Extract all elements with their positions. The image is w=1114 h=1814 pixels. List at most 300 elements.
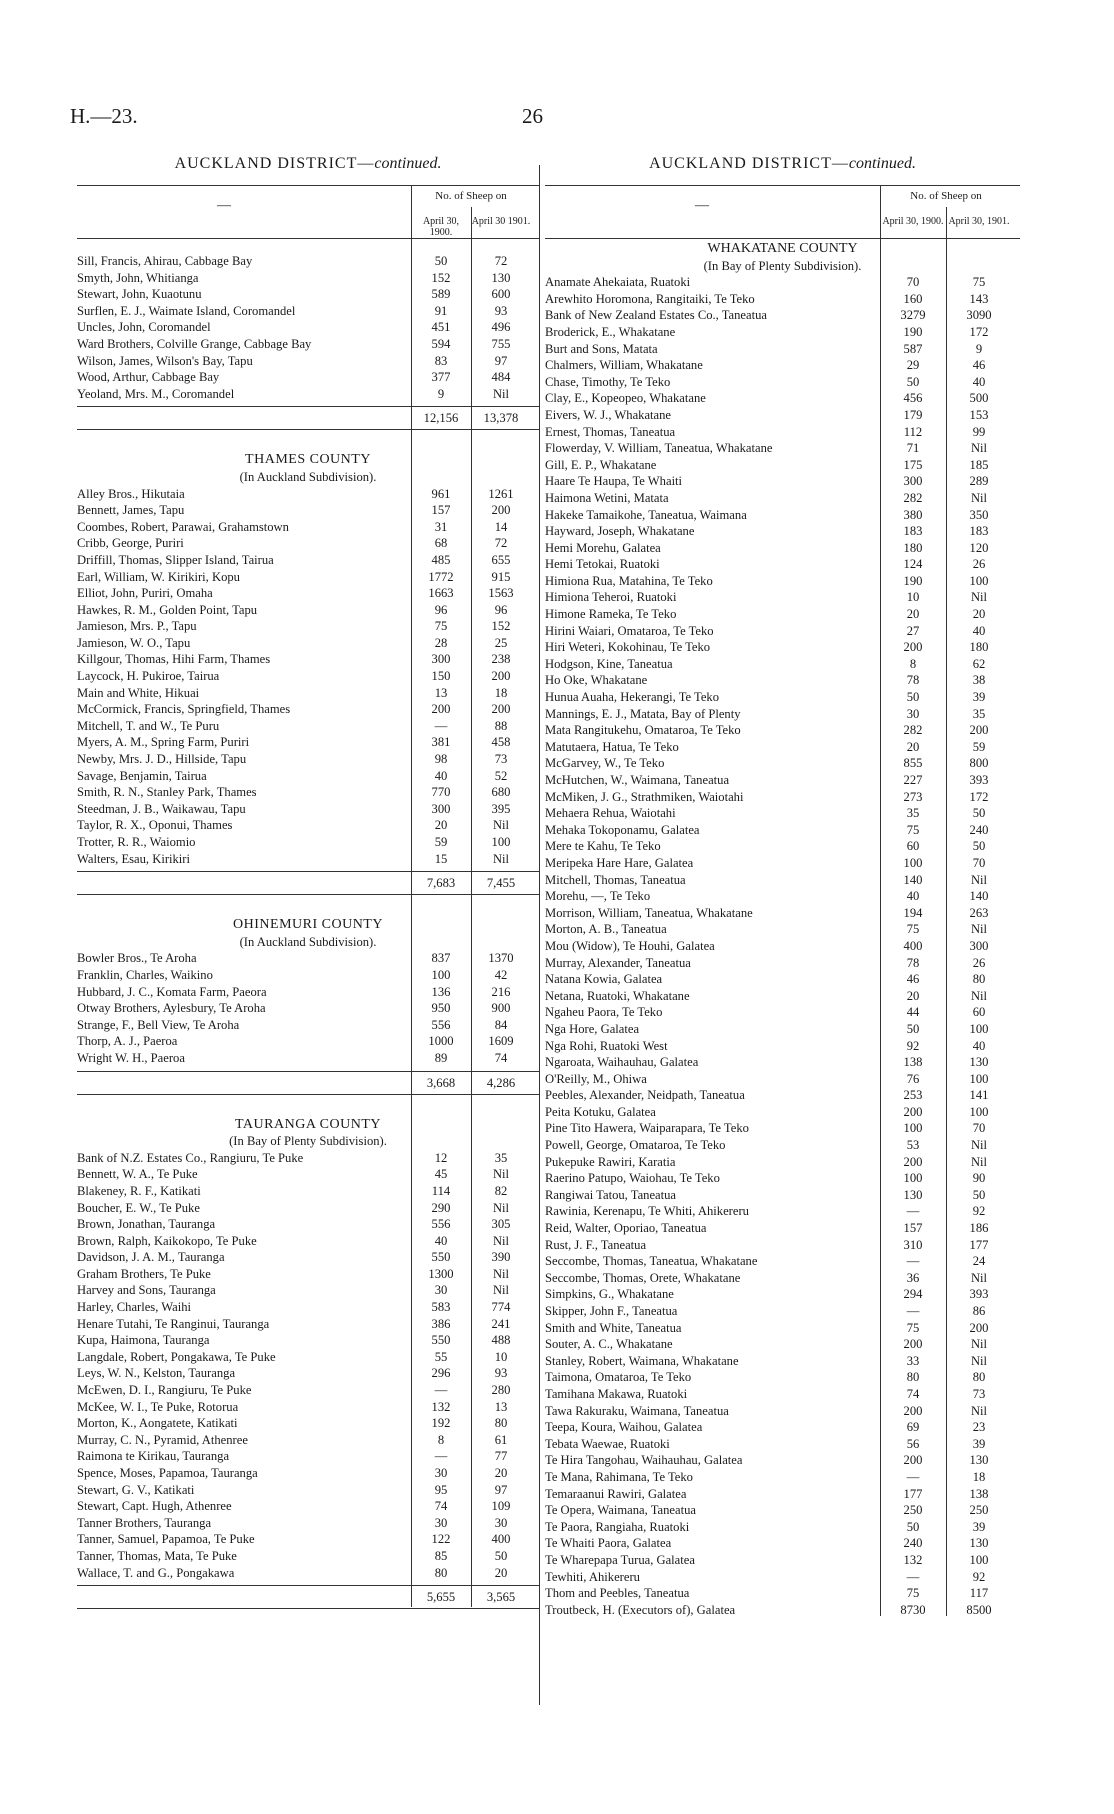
table-row bbox=[77, 1531, 539, 1548]
sheep-1901: 40 bbox=[972, 374, 986, 389]
sheep-1900: 200 bbox=[903, 1403, 923, 1418]
owner-name: Murray, Alexander, Taneatua bbox=[545, 955, 691, 970]
owner-name: Hakeke Tamaikohe, Taneatua, Waimana bbox=[545, 507, 747, 522]
owner-name: McGarvey, W., Te Teko bbox=[545, 756, 665, 771]
sheep-1901: 35 bbox=[972, 706, 986, 721]
owner-name: Henare Tutahi, Te Ranginui, Tauranga bbox=[77, 1316, 270, 1331]
owner-name: Eivers, W. J., Whakatane bbox=[545, 407, 672, 422]
sheep-1900: 200 bbox=[431, 702, 451, 717]
owner-name: Netana, Ruatoki, Whakatane bbox=[545, 988, 690, 1003]
owner-name: Wright W. H., Paeroa bbox=[77, 1050, 185, 1065]
sheep-1901: 200 bbox=[491, 702, 511, 717]
sheep-1900: 13 bbox=[434, 685, 448, 700]
left-table-body bbox=[77, 239, 539, 1609]
sheep-1900: 85 bbox=[434, 1548, 448, 1563]
sheep-1901: 39 bbox=[972, 690, 986, 705]
table-row bbox=[545, 1535, 1020, 1552]
owner-name: Thorp, A. J., Paeroa bbox=[77, 1034, 178, 1049]
owner-name: Laycock, H. Pukiroe, Tairua bbox=[77, 669, 220, 684]
table-row bbox=[545, 540, 1020, 557]
table-row bbox=[77, 967, 539, 984]
table-row bbox=[77, 1365, 539, 1382]
sheep-1900: 8730 bbox=[900, 1602, 926, 1617]
sheep-1900: 20 bbox=[906, 739, 920, 754]
sheep-1901: 300 bbox=[969, 938, 989, 953]
table-row bbox=[545, 1303, 1020, 1320]
county-total-row bbox=[77, 1071, 539, 1095]
sheep-1901: 84 bbox=[494, 1017, 508, 1032]
table-row bbox=[545, 789, 1020, 806]
sheep-1901: 26 bbox=[972, 557, 986, 572]
column-rule bbox=[880, 185, 881, 1616]
owner-name: McHutchen, W., Waimana, Taneatua bbox=[545, 773, 730, 787]
table-row bbox=[77, 1349, 539, 1366]
owner-name: Wilson, James, Wilson's Bay, Tapu bbox=[77, 353, 253, 368]
sheep-1901: 24 bbox=[972, 1254, 986, 1269]
owner-name: Smith, R. N., Stanley Park, Thames bbox=[77, 785, 257, 800]
sheep-1901: Nil bbox=[492, 851, 510, 866]
table-row bbox=[545, 1585, 1020, 1602]
sheep-1901: 39 bbox=[972, 1519, 986, 1534]
sheep-1900: 50 bbox=[434, 254, 448, 268]
sheep-1900: 1300 bbox=[428, 1266, 454, 1281]
owner-name: Sill, Francis, Ahirau, Cabbage Bay bbox=[77, 254, 253, 268]
sheep-1901: Nil bbox=[970, 1337, 988, 1352]
sheep-1900: 587 bbox=[903, 341, 923, 356]
sheep-1901: Nil bbox=[492, 818, 510, 833]
owner-name: Ho Oke, Whakatane bbox=[545, 673, 648, 688]
table-row bbox=[545, 706, 1020, 723]
sheep-1900: 59 bbox=[434, 835, 448, 849]
sheep-1901: 50 bbox=[972, 806, 986, 821]
owner-name: Te Wharepapa Turua, Galatea bbox=[545, 1552, 695, 1567]
sheep-1900: 300 bbox=[431, 801, 451, 816]
owner-name: Davidson, J. A. M., Tauranga bbox=[77, 1250, 225, 1265]
table-row bbox=[545, 656, 1020, 673]
table-row bbox=[545, 307, 1020, 324]
sheep-1900: 35 bbox=[906, 806, 920, 821]
sheep-1901: Nil bbox=[970, 441, 988, 456]
owner-name: Temaraanui Rawiri, Galatea bbox=[545, 1486, 687, 1501]
table-row bbox=[77, 851, 539, 868]
owner-name: Himiona Rua, Matahina, Te Teko bbox=[545, 573, 713, 588]
sheep-1900: 152 bbox=[431, 270, 451, 285]
owner-name: Clay, E., Kopeopeo, Whakatane bbox=[545, 391, 706, 406]
sheep-1900: — bbox=[906, 1254, 920, 1269]
sheep-1901: 50 bbox=[972, 1187, 986, 1202]
sheep-1901: 1261 bbox=[488, 486, 514, 501]
owner-name: Arewhito Horomona, Rangitaiki, Te Teko bbox=[545, 291, 755, 306]
table-row bbox=[545, 556, 1020, 573]
owner-name: Langdale, Robert, Pongakawa, Te Puke bbox=[77, 1349, 276, 1364]
table-row bbox=[545, 1569, 1020, 1586]
total-1901: 3,565 bbox=[486, 1590, 516, 1605]
table-row bbox=[545, 573, 1020, 590]
owner-name: Peebles, Alexander, Neidpath, Taneatua bbox=[545, 1088, 745, 1103]
table-row bbox=[77, 253, 539, 270]
owner-name: Bank of N.Z. Estates Co., Rangiuru, Te Puke bbox=[77, 1150, 304, 1165]
owner-name: Broderick, E., Whakatane bbox=[545, 324, 676, 339]
table-row bbox=[545, 838, 1020, 855]
sheep-1901: 50 bbox=[494, 1548, 508, 1563]
owner-name: Himone Rameka, Te Teko bbox=[545, 607, 677, 622]
sheep-1900: 27 bbox=[906, 623, 920, 638]
sheep-1901: 35 bbox=[494, 1150, 508, 1165]
sheep-1900: 75 bbox=[906, 822, 920, 837]
table-row bbox=[545, 1104, 1020, 1121]
table-row bbox=[545, 1519, 1020, 1536]
owner-name: Matutaera, Hatua, Te Teko bbox=[545, 739, 679, 754]
table-row bbox=[545, 805, 1020, 822]
table-row bbox=[77, 1282, 539, 1299]
owner-name: Mehaka Tokoponamu, Galatea bbox=[545, 822, 700, 837]
table-row bbox=[77, 618, 539, 635]
sheep-1901: 10 bbox=[494, 1349, 508, 1364]
table-row bbox=[545, 1004, 1020, 1021]
owner-name: Bennett, W. A., Te Puke bbox=[77, 1167, 198, 1182]
owner-name: McEwen, D. I., Rangiuru, Te Puke bbox=[77, 1383, 252, 1398]
owner-name: Raimona te Kirikau, Tauranga bbox=[77, 1449, 230, 1464]
page-number: 26 bbox=[522, 104, 543, 128]
table-row bbox=[77, 1415, 539, 1432]
owner-name: Killgour, Thomas, Hihi Farm, Thames bbox=[77, 652, 271, 667]
table-row bbox=[77, 668, 539, 685]
table-row bbox=[77, 569, 539, 586]
sheep-1900: 589 bbox=[431, 287, 451, 302]
owner-name: Te Hira Tangohau, Waihauhau, Galatea bbox=[545, 1453, 743, 1468]
owner-name: Surflen, E. J., Waimate Island, Coromandel bbox=[77, 303, 296, 318]
table-row bbox=[77, 1382, 539, 1399]
sheep-1900: 140 bbox=[903, 872, 923, 887]
sheep-1901: 655 bbox=[491, 552, 511, 567]
table-row bbox=[77, 1465, 539, 1482]
sheep-1900: — bbox=[434, 1449, 448, 1464]
sheep-1901: Nil bbox=[492, 386, 510, 401]
sheep-1900: 60 bbox=[906, 839, 920, 854]
sheep-1901: 80 bbox=[972, 1370, 986, 1385]
sheep-1900: 75 bbox=[906, 1586, 920, 1601]
sheep-1900: 282 bbox=[903, 723, 923, 738]
column-rule bbox=[471, 207, 472, 1607]
sheep-1900: 36 bbox=[906, 1270, 920, 1285]
table-row bbox=[545, 457, 1020, 474]
owner-name: Te Whaiti Paora, Galatea bbox=[545, 1536, 672, 1551]
sheep-1900: 70 bbox=[906, 275, 920, 290]
sheep-1901: 140 bbox=[969, 889, 989, 904]
total-1900: 12,156 bbox=[423, 411, 459, 426]
sheep-1900: 300 bbox=[903, 474, 923, 489]
owner-name: Savage, Benjamin, Tairua bbox=[77, 768, 207, 783]
sheep-1901: 61 bbox=[494, 1432, 508, 1447]
owner-name: Newby, Mrs. J. D., Hillside, Tapu bbox=[77, 752, 247, 767]
sheep-1900: 227 bbox=[903, 773, 923, 787]
table-row bbox=[545, 921, 1020, 938]
table-row bbox=[77, 1316, 539, 1333]
sheep-1900: 8 bbox=[909, 656, 917, 671]
sheep-1901: 1563 bbox=[488, 586, 514, 601]
table-row bbox=[545, 739, 1020, 756]
owner-name: Tebata Waewae, Ruatoki bbox=[545, 1436, 670, 1451]
sheep-1900: 200 bbox=[903, 1337, 923, 1352]
owner-name: Boucher, E. W., Te Puke bbox=[77, 1200, 200, 1215]
owner-name: Jamieson, Mrs. P., Tapu bbox=[77, 619, 197, 634]
sheep-1901: 305 bbox=[491, 1217, 511, 1232]
header-dash: — bbox=[695, 198, 709, 213]
sheep-1900: 296 bbox=[431, 1366, 451, 1381]
table-row bbox=[77, 1448, 539, 1465]
sheep-1901: 263 bbox=[969, 905, 989, 920]
sheep-1901: 90 bbox=[972, 1171, 986, 1186]
table-row bbox=[545, 1486, 1020, 1503]
total-1901: 7,455 bbox=[486, 876, 516, 891]
owner-name: Gill, E. P., Whakatane bbox=[545, 457, 657, 472]
sheep-1901: 172 bbox=[969, 789, 989, 804]
table-row bbox=[545, 589, 1020, 606]
sheep-1901: 393 bbox=[969, 773, 989, 787]
sheep-1901: 13 bbox=[494, 1399, 508, 1414]
sheep-1901: 73 bbox=[494, 752, 508, 767]
owner-name: Tamihana Makawa, Ruatoki bbox=[545, 1386, 688, 1401]
sheep-1900: 550 bbox=[431, 1250, 451, 1265]
sheep-1901: 25 bbox=[494, 635, 508, 650]
table-row bbox=[77, 502, 539, 519]
table-row bbox=[545, 1336, 1020, 1353]
header-col-1900: April 30, 1900. bbox=[882, 216, 944, 227]
sheep-1901: 73 bbox=[972, 1386, 986, 1401]
owner-name: Blakeney, R. F., Katikati bbox=[77, 1183, 201, 1198]
sheep-1900: 183 bbox=[903, 524, 923, 539]
total-1901: 4,286 bbox=[486, 1075, 516, 1090]
table-row bbox=[77, 1183, 539, 1200]
sheep-1901: 117 bbox=[969, 1586, 989, 1601]
table-row bbox=[545, 1170, 1020, 1187]
sheep-1900: 190 bbox=[903, 324, 923, 339]
sheep-1900: 56 bbox=[906, 1436, 920, 1451]
sheep-1900: 40 bbox=[906, 889, 920, 904]
sheep-1901: 52 bbox=[494, 768, 508, 783]
table-row bbox=[545, 473, 1020, 490]
sheep-1900: 451 bbox=[431, 320, 451, 335]
sheep-1900: 100 bbox=[903, 1171, 923, 1186]
table-row bbox=[77, 734, 539, 751]
table-row bbox=[545, 1203, 1020, 1220]
sheep-1900: 53 bbox=[906, 1138, 920, 1153]
sheep-1901: 82 bbox=[494, 1183, 508, 1198]
owner-name: Hemi Tetokai, Ruatoki bbox=[545, 557, 660, 572]
sheep-1900: 30 bbox=[906, 706, 920, 721]
sheep-1901: 185 bbox=[969, 457, 989, 472]
table-row bbox=[545, 672, 1020, 689]
sheep-1900: 50 bbox=[906, 1021, 920, 1036]
sheep-1900: 456 bbox=[903, 391, 923, 406]
owner-name: Driffill, Thomas, Slipper Island, Tairua bbox=[77, 552, 274, 567]
table-row bbox=[545, 1270, 1020, 1287]
owner-name: Tanner, Samuel, Papamoa, Te Puke bbox=[77, 1532, 255, 1547]
owner-name: Souter, A. C., Whakatane bbox=[545, 1337, 673, 1352]
owner-name: Mata Rangitukehu, Omataroa, Te Teko bbox=[545, 723, 741, 738]
sheep-1900: 200 bbox=[903, 1154, 923, 1169]
sheep-1901: 97 bbox=[494, 353, 508, 368]
sheep-1901: 80 bbox=[972, 972, 986, 987]
sheep-1900: 78 bbox=[906, 673, 920, 688]
table-row bbox=[77, 353, 539, 370]
sheep-1900: 78 bbox=[906, 955, 920, 970]
table-row bbox=[77, 1266, 539, 1283]
owner-name: Harvey and Sons, Tauranga bbox=[77, 1283, 216, 1298]
owner-name: Burt and Sons, Matata bbox=[545, 341, 658, 356]
owner-name: Stewart, G. V., Katikati bbox=[77, 1482, 195, 1497]
sheep-1900: 150 bbox=[431, 669, 451, 684]
table-row bbox=[77, 1017, 539, 1034]
sheep-1901: Nil bbox=[970, 1138, 988, 1153]
sheep-1900: 300 bbox=[431, 652, 451, 667]
owner-name: Brown, Jonathan, Tauranga bbox=[77, 1217, 216, 1232]
sheep-1900: 50 bbox=[906, 374, 920, 389]
sheep-1900: 44 bbox=[906, 1005, 920, 1020]
table-row bbox=[545, 938, 1020, 955]
sheep-1901: 72 bbox=[494, 254, 508, 268]
sheep-1900: 200 bbox=[903, 1104, 923, 1119]
sheep-1901: 180 bbox=[969, 640, 989, 655]
county-total-row bbox=[77, 406, 539, 430]
table-row bbox=[545, 1320, 1020, 1337]
owner-name: Hemi Morehu, Galatea bbox=[545, 540, 661, 555]
sheep-1901: 93 bbox=[494, 303, 508, 318]
sheep-1901: 8500 bbox=[966, 1602, 992, 1617]
sheep-1900: 310 bbox=[903, 1237, 923, 1252]
owner-name: Raerino Patupo, Waiohau, Te Teko bbox=[545, 1171, 720, 1186]
owner-name: Anamate Ahekaiata, Ruatoki bbox=[545, 275, 691, 290]
table-row bbox=[77, 270, 539, 287]
sheep-1901: 18 bbox=[494, 685, 508, 700]
table-row bbox=[77, 1233, 539, 1250]
sheep-1901: 130 bbox=[969, 1536, 989, 1551]
sheep-1901: 488 bbox=[491, 1333, 511, 1348]
county-subdivision: (In Auckland Subdivision). bbox=[239, 934, 377, 949]
sheep-1900: 377 bbox=[431, 370, 451, 385]
sheep-1901: 680 bbox=[491, 785, 511, 800]
sheep-1900: 71 bbox=[906, 441, 920, 456]
owner-name: Bowler Bros., Te Aroha bbox=[77, 951, 197, 966]
table-row bbox=[545, 490, 1020, 507]
owner-name: Ward Brothers, Colville Grange, Cabbage Bay bbox=[77, 336, 312, 351]
table-row bbox=[545, 689, 1020, 706]
table-row bbox=[77, 1332, 539, 1349]
table-row bbox=[545, 755, 1020, 772]
sheep-1901: 395 bbox=[491, 801, 511, 816]
owner-name: Alley Bros., Hikutaia bbox=[77, 486, 185, 501]
sheep-1901: 138 bbox=[969, 1486, 989, 1501]
sheep-1900: 594 bbox=[431, 336, 451, 351]
sheep-1901: 14 bbox=[494, 519, 508, 534]
sheep-1901: Nil bbox=[970, 1154, 988, 1169]
sheep-1900: 30 bbox=[434, 1515, 448, 1530]
table-row bbox=[545, 1187, 1020, 1204]
sheep-1900: 40 bbox=[434, 768, 448, 783]
owner-name: Steedman, J. B., Waikawau, Tapu bbox=[77, 801, 246, 816]
county-title: OHINEMURI COUNTY bbox=[233, 917, 383, 933]
sheep-1900: 1663 bbox=[428, 586, 454, 601]
table-row bbox=[77, 984, 539, 1001]
sheep-1901: 186 bbox=[969, 1221, 989, 1236]
sheep-1900: — bbox=[906, 1569, 920, 1584]
owner-name: Troutbeck, H. (Executors of), Galatea bbox=[545, 1602, 736, 1617]
table-row bbox=[77, 1498, 539, 1515]
table-row bbox=[545, 1436, 1020, 1453]
owner-name: Ngaroata, Waihauhau, Galatea bbox=[545, 1055, 699, 1070]
sheep-1900: 89 bbox=[434, 1050, 448, 1065]
owner-name: Teepa, Koura, Waihou, Galatea bbox=[545, 1420, 703, 1435]
table-row bbox=[545, 324, 1020, 341]
sheep-1901: 75 bbox=[972, 275, 986, 290]
sheep-1900: 91 bbox=[434, 303, 448, 318]
sheep-1900: 194 bbox=[903, 905, 923, 920]
table-row bbox=[77, 1299, 539, 1316]
sheep-1901: 130 bbox=[969, 1453, 989, 1468]
sheep-1901: 23 bbox=[972, 1420, 986, 1435]
sheep-1900: 556 bbox=[431, 1217, 451, 1232]
sheep-1901: 30 bbox=[494, 1515, 508, 1530]
owner-name: Hodgson, Kine, Taneatua bbox=[545, 656, 673, 671]
owner-name: Graham Brothers, Te Puke bbox=[77, 1266, 211, 1281]
sheep-1900: 50 bbox=[906, 1519, 920, 1534]
sheep-1900: 55 bbox=[434, 1349, 448, 1364]
sheep-1900: 40 bbox=[434, 1233, 448, 1248]
owner-name: Seccombe, Thomas, Orete, Whakatane bbox=[545, 1270, 741, 1285]
owner-name: Natana Kowia, Galatea bbox=[545, 972, 663, 987]
sheep-1900: 273 bbox=[903, 789, 923, 804]
owner-name: Simpkins, G., Whakatane bbox=[545, 1287, 674, 1302]
sheep-1901: Nil bbox=[970, 1270, 988, 1285]
sheep-1901: 92 bbox=[972, 1569, 986, 1584]
right-column bbox=[545, 155, 1020, 1618]
sheep-1900: 180 bbox=[903, 540, 923, 555]
owner-name: Stewart, John, Kuaotunu bbox=[77, 287, 202, 302]
table-row bbox=[77, 1482, 539, 1499]
sheep-1901: 393 bbox=[969, 1287, 989, 1302]
table-row bbox=[545, 1602, 1020, 1619]
sheep-1900: 138 bbox=[903, 1055, 923, 1070]
table-row bbox=[545, 1253, 1020, 1270]
county-title: WHAKATANE COUNTY bbox=[707, 241, 858, 256]
table-row bbox=[77, 552, 539, 569]
sheep-1900: 550 bbox=[431, 1333, 451, 1348]
owner-name: Franklin, Charles, Waikino bbox=[77, 967, 213, 982]
owner-name: Mou (Widow), Te Houhi, Galatea bbox=[545, 938, 715, 953]
table-row bbox=[545, 822, 1020, 839]
sheep-1900: 122 bbox=[431, 1532, 451, 1547]
sheep-1900: 1000 bbox=[428, 1034, 454, 1049]
table-row bbox=[545, 341, 1020, 358]
table-row bbox=[77, 1249, 539, 1266]
table-row bbox=[77, 1050, 539, 1067]
sheep-1901: 39 bbox=[972, 1436, 986, 1451]
left-column bbox=[77, 155, 539, 1609]
sheep-1901: 70 bbox=[972, 855, 986, 870]
owner-name: Hawkes, R. M., Golden Point, Tapu bbox=[77, 602, 258, 617]
sheep-1901: 70 bbox=[972, 1121, 986, 1136]
sheep-1901: 72 bbox=[494, 536, 508, 551]
header-group: No. of Sheep on bbox=[435, 190, 507, 202]
owner-name: O'Reilly, M., Ohiwa bbox=[545, 1071, 647, 1086]
header-col-1901: April 30, 1901. bbox=[948, 216, 1010, 227]
sheep-1900: 380 bbox=[903, 507, 923, 522]
sheep-1901: 46 bbox=[972, 358, 986, 373]
owner-name: Hayward, Joseph, Whakatane bbox=[545, 524, 695, 539]
owner-name: Seccombe, Thomas, Taneatua, Whakatane bbox=[545, 1254, 758, 1269]
sheep-1900: 74 bbox=[906, 1386, 920, 1401]
table-row bbox=[77, 1515, 539, 1532]
